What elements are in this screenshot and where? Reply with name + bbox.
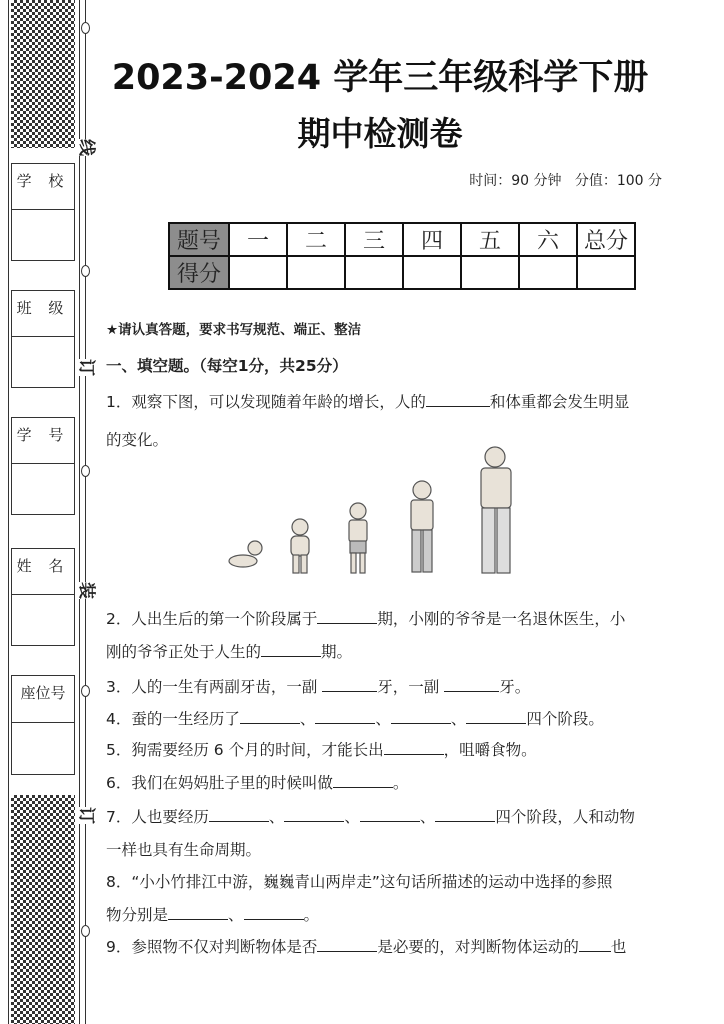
question-text: 、 <box>299 710 316 728</box>
class-field[interactable] <box>11 290 75 388</box>
table-header: 总分 <box>577 223 635 256</box>
human-growth-figure <box>225 443 535 583</box>
question-text: 1．观察下图，可以发现随着年龄的增长，人的 <box>106 393 426 411</box>
field-label: 班 级 <box>12 291 74 337</box>
answer-blank[interactable] <box>444 676 499 693</box>
score-cell[interactable] <box>519 256 577 289</box>
question-text: 4．蚕的一生经历了 <box>106 710 240 728</box>
section-heading: 一、填空题。（每空1分，共25分） <box>106 357 348 375</box>
binding-mark: 线 <box>76 139 101 156</box>
question-text: 四个阶段。 <box>526 710 604 728</box>
binding-hole <box>81 22 90 34</box>
question-text: 。 <box>303 906 320 924</box>
question-6 <box>106 771 408 793</box>
answer-blank[interactable] <box>333 772 393 789</box>
binding-hole <box>81 685 90 697</box>
answer-blank[interactable] <box>391 708 451 725</box>
question-text: 、 <box>375 710 391 728</box>
question-text: 和体重都会发生明显 <box>489 393 630 411</box>
question-text: 物分别是 <box>106 906 169 924</box>
field-label: 姓 名 <box>12 549 74 595</box>
name-field[interactable] <box>11 548 75 646</box>
time-limit: 时间：90 分钟 <box>469 173 562 189</box>
question-5 <box>106 738 537 760</box>
question-4 <box>106 707 604 729</box>
answer-blank[interactable] <box>466 708 526 725</box>
answer-blank[interactable] <box>284 806 344 823</box>
question-7 <box>106 805 635 827</box>
answer-blank[interactable] <box>244 904 304 921</box>
question-text: 期。 <box>321 643 353 661</box>
table-header: 二 <box>287 223 345 256</box>
question-text: 牙。 <box>499 678 531 696</box>
binding-mark: 订 <box>76 359 101 376</box>
binding-hole <box>81 925 90 937</box>
question-1-cont: 的变化。 <box>106 431 169 449</box>
answer-blank[interactable] <box>209 806 269 823</box>
question-8: 8．“小小竹排江中游，巍巍青山两岸走”这句话所描述的运动中选择的参照 <box>106 873 613 891</box>
table-row <box>169 223 635 256</box>
table-row <box>169 256 635 289</box>
question-text: 2．人出生后的第一个阶段属于 <box>106 610 318 628</box>
answer-blank[interactable] <box>435 806 495 823</box>
binding-mark: 装 <box>76 582 101 599</box>
binding-mark: 订 <box>76 807 101 824</box>
question-text: 、 <box>344 808 360 826</box>
question-3 <box>106 675 530 697</box>
toddler-figure <box>291 519 309 573</box>
answer-blank[interactable] <box>261 641 321 658</box>
table-header: 得分 <box>169 256 229 289</box>
margin-line <box>8 0 9 1024</box>
field-label: 座位号 <box>12 676 74 723</box>
answer-blank[interactable] <box>168 904 228 921</box>
field-label: 学 号 <box>12 418 74 464</box>
score-cell[interactable] <box>461 256 519 289</box>
total-score: 分值：100 分 <box>574 173 662 189</box>
question-text: 5．狗需要经历 6 个月的时间，才能长出 <box>106 741 384 759</box>
student-id-field[interactable] <box>11 417 75 515</box>
table-header: 四 <box>403 223 461 256</box>
seat-field[interactable] <box>11 675 75 775</box>
question-text: 期，小刚的爷爷是一名退休医生，小 <box>377 610 626 628</box>
checker-pattern <box>11 0 75 148</box>
binding-hole <box>81 265 90 277</box>
answer-blank[interactable] <box>384 739 444 756</box>
score-cell[interactable] <box>287 256 345 289</box>
teen-figure <box>411 481 433 572</box>
exam-subtitle: 期中检测卷 <box>297 114 463 153</box>
score-cell[interactable] <box>577 256 635 289</box>
checker-pattern <box>11 795 75 1024</box>
question-text: 牙，一副 <box>377 678 445 696</box>
score-cell[interactable] <box>229 256 287 289</box>
question-text: 刚的爷爷正处于人生的 <box>106 643 262 661</box>
question-text: 、 <box>228 906 244 924</box>
question-text: ，咀嚼食物。 <box>443 741 537 759</box>
table-header: 六 <box>519 223 577 256</box>
question-text: 、 <box>268 808 285 826</box>
table-header: 五 <box>461 223 519 256</box>
child-figure <box>349 503 367 573</box>
score-table <box>168 222 636 290</box>
question-text: 是必要的，对判断物体运动的 <box>377 938 579 956</box>
answer-blank[interactable] <box>322 676 377 693</box>
question-text: 也 <box>610 938 627 956</box>
exam-meta <box>469 170 662 190</box>
answer-blank[interactable] <box>317 936 377 953</box>
question-text: 四个阶段，人和动物 <box>495 808 635 826</box>
score-cell[interactable] <box>403 256 461 289</box>
question-text: 9．参照物不仅对判断物体是否 <box>106 938 318 956</box>
baby-figure <box>229 541 262 567</box>
adult-figure <box>481 447 511 573</box>
school-field[interactable] <box>11 163 75 261</box>
notice: ★请认真答题，要求书写规范、端正、整洁 <box>106 322 362 338</box>
question-text: 6．我们在妈妈肚子里的时候叫做 <box>106 774 333 792</box>
table-header: 题号 <box>169 223 229 256</box>
answer-blank[interactable] <box>315 708 375 725</box>
answer-blank[interactable] <box>426 391 490 408</box>
question-text: 、 <box>450 710 467 728</box>
question-7-cont: 一样也具有生命周期。 <box>106 841 262 859</box>
question-2-cont <box>106 640 352 662</box>
question-text: 。 <box>392 774 409 792</box>
question-text: 、 <box>419 808 436 826</box>
field-label: 学 校 <box>12 164 74 210</box>
table-header: 一 <box>229 223 287 256</box>
answer-blank[interactable] <box>360 806 420 823</box>
answer-blank[interactable] <box>317 608 377 625</box>
question-1 <box>106 390 629 412</box>
answer-blank[interactable] <box>240 708 300 725</box>
table-header: 三 <box>345 223 403 256</box>
question-text: 3．人的一生有两副牙齿，一副 <box>106 678 323 696</box>
binding-hole <box>81 465 90 477</box>
exam-title: 2023-2024 学年三年级科学下册 <box>111 58 649 98</box>
question-2 <box>106 607 625 629</box>
score-cell[interactable] <box>345 256 403 289</box>
question-text: 7．人也要经历 <box>106 808 209 826</box>
question-8-cont <box>106 903 319 925</box>
answer-blank[interactable] <box>579 936 611 953</box>
question-9 <box>106 935 626 957</box>
